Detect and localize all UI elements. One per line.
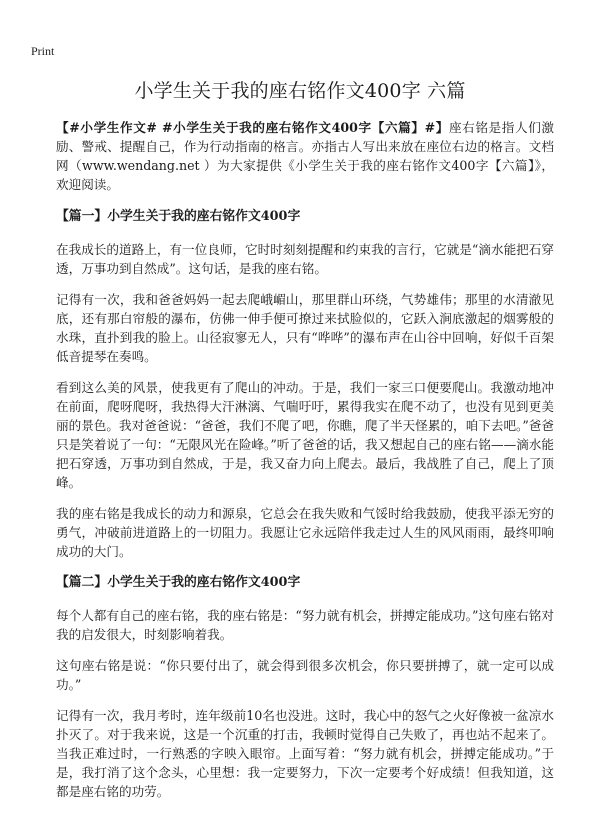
section-2-paragraph: 每个人都有自己的座右铭，我的座右铭是：“努力就有机会，拼搏定能成功。”这句座右铭对我的启发很大，时刻影响着我。: [56, 608, 554, 642]
page-title: 小学生关于我的座右铭作文400字 六篇: [134, 80, 466, 102]
intro-paragraph: [56, 118, 554, 194]
article-body: [56, 118, 554, 813]
section-1-paragraph: 我的座右铭是我成长的动力和源泉，它总会在我失败和气馁时给我鼓励，使我平添无穷的勇气，冲破前进道路上的一切阻力。我愿让它永远陪伴我走过人生的风风雨雨，最终叩响成功的大门。: [56, 506, 554, 559]
section-2-paragraph: 这句座右铭是说：“你只要付出了，就会得到很多次机会，你只要拼搏了，就一定可以成功。”: [56, 658, 554, 692]
section-1-paragraph: 记得有一次，我和爸爸妈妈一起去爬峨嵋山，那里群山环绕，气势雄伟；那里的水清澈见底，还有那白帘般的瀑布，仿佛一伸手便可撩过来拭脸似的，它跃入涧底激起的烟雾般的水珠，直扑到我的脸上。山径寂寥无人，只有“哗哗”的瀑布声在山谷中回响，好似千百架低音提琴在奏鸣。: [56, 292, 554, 364]
intro-tag: 【#小学生作文# #小学生关于我的座右铭作文400字【六篇】#】: [56, 120, 449, 135]
section-heading-2: 【篇二】小学生关于我的座右铭作文400字: [56, 575, 301, 590]
section-heading-1: 【篇一】小学生关于我的座右铭作文400字: [56, 209, 301, 224]
print-link[interactable]: Print: [31, 44, 55, 58]
section-1-paragraph: 在我成长的道路上，有一位良师，它时时刻刻提醒和约束我的言行，它就是“滴水能把石穿透，万事功到自然成”。这句话，是我的座右铭。: [56, 242, 554, 276]
intro-text: 座右铭是指人们激励、警戒、提醒自己，作为行动指南的格言。亦指古人写出来放在座位右边的格言。文档网（www.wendang.net ）为大家提供《小学生关于我的座右铭作文400字【六篇】》，欢迎阅读。: [56, 120, 555, 192]
section-1-paragraph: 看到这么美的风景，使我更有了爬山的冲动。于是，我们一家三口便要爬山。我激动地冲在前面，爬呀爬呀，我热得大汗淋漓、气喘吁吁，累得我实在爬不动了，也没有见到更美丽的景色。我对爸爸说：“爸爸，我们不爬了吧，你瞧，爬了半天怪累的，咱下去吧。”爸爸只是笑着说了一句：“无限风光在险峰。”听了爸爸的话，我又想起自己的座右铭——滴水能把石穿透，万事功到自然成，于是，我又奋力向上爬去。最后，我战胜了自己，爬上了顶峰。: [56, 380, 554, 490]
section-2-paragraph: 记得有一次，我月考时，连年级前10名也没进。这时，我心中的怒气之火好像被一盆凉水扑灭了。对于我来说，这是一个沉重的打击，我顿时觉得自己失败了，再也站不起来了。当我正难过时，一行熟悉的字映入眼帘。上面写着：“努力就有机会，拼搏定能成功。”于是，我打消了这个念头，心里想：我一定要努力，下次一定要考个好成绩！但我知道，这都是座右铭的功劳。: [56, 708, 554, 799]
